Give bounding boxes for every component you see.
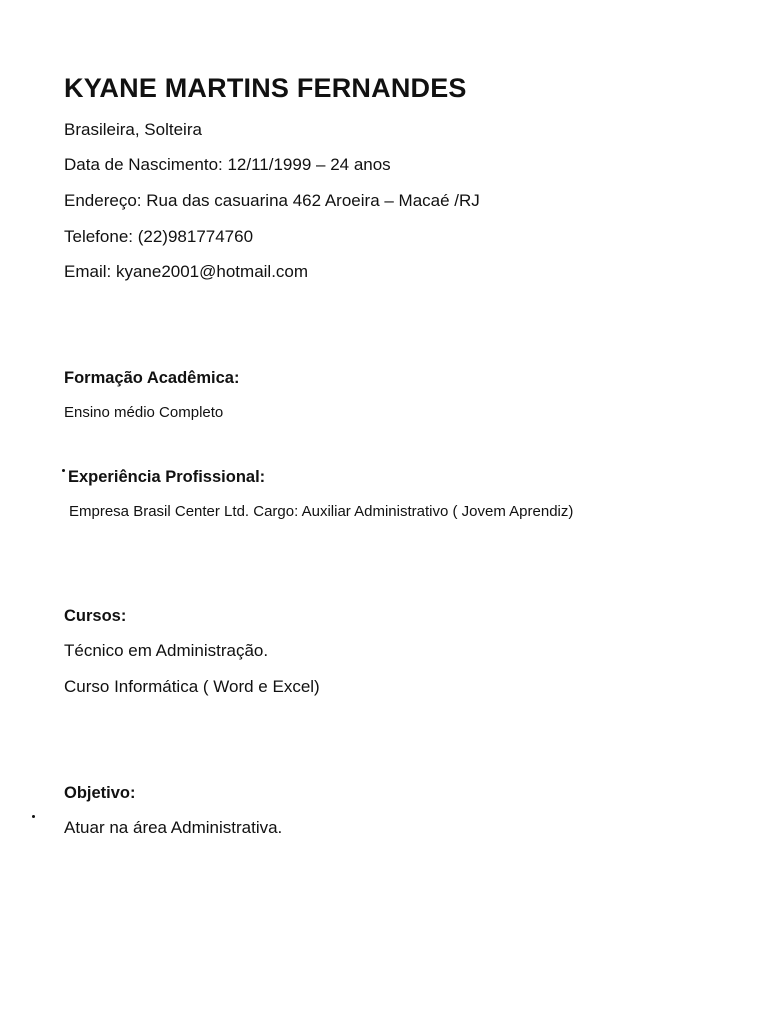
experience-heading: Experiência Profissional: [68, 468, 266, 486]
bullet-dot [62, 469, 65, 472]
candidate-name: KYANE MARTINS FERNANDES [64, 73, 467, 103]
objective-heading: Objetivo: [64, 784, 136, 802]
email: Email: kyane2001@hotmail.com [64, 262, 309, 281]
education-heading: Formação Acadêmica: [64, 369, 240, 387]
course-item: Técnico em Administração. [64, 641, 269, 660]
nationality-status: Brasileira, Solteira [64, 120, 202, 139]
course-item: Curso Informática ( Word e Excel) [64, 677, 320, 696]
address: Endereço: Rua das casuarina 462 Aroeira – Macaé /RJ [64, 191, 480, 210]
bullet-dot [32, 815, 35, 818]
education-item: Ensino médio Completo [64, 404, 224, 421]
birth-date: Data de Nascimento: 12/11/1999 – 24 anos [64, 155, 391, 174]
experience-item: Empresa Brasil Center Ltd. Cargo: Auxiliar Administrativo ( Jovem Aprendiz) [69, 503, 574, 520]
objective-text: Atuar na área Administrativa. [64, 818, 283, 837]
phone: Telefone: (22)981774760 [64, 227, 254, 246]
courses-heading: Cursos: [64, 607, 127, 625]
